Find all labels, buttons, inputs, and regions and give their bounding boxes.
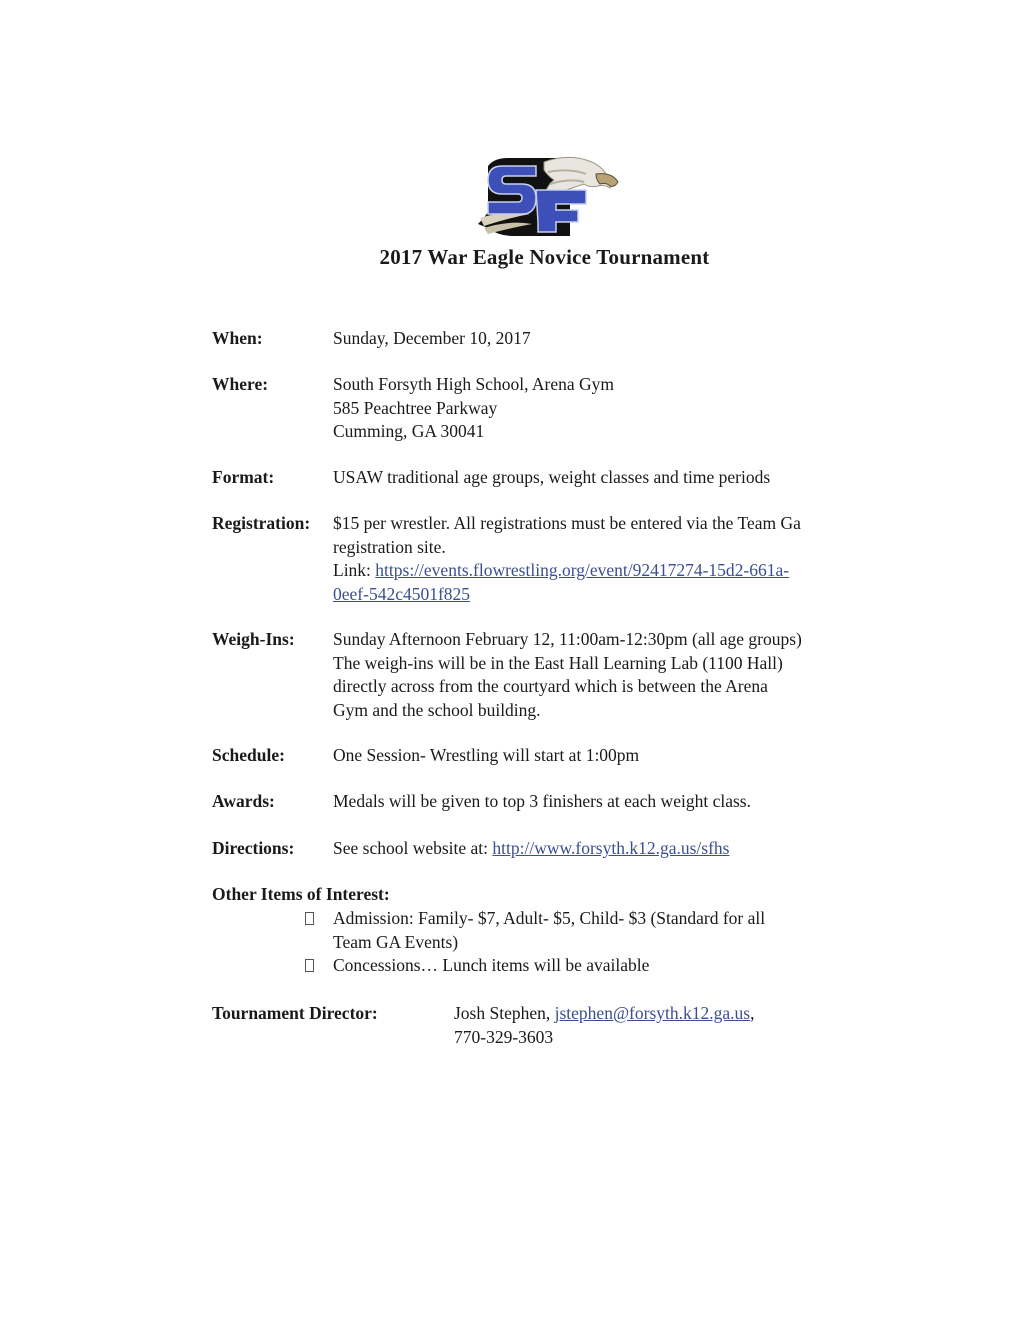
list-item-text: Team GA Events) [333, 931, 459, 952]
other-items-heading: Other Items of Interest: [212, 884, 390, 904]
list-item [304, 907, 765, 954]
directions-value [333, 837, 893, 861]
format-label: Format: [212, 467, 275, 487]
registration-link-continued[interactable]: 0eef-542c4501f825 [333, 583, 471, 604]
bullet-box-icon [305, 959, 314, 972]
page-title: 2017 War Eagle Novice Tournament [379, 245, 710, 269]
weigh-ins-line: Sunday Afternoon February 12, 11:00am-12:30pm (all age groups) [333, 629, 802, 649]
list-item-text: Admission: Family- $7, Adult- $5, Child- $3 (Standard for all [333, 908, 766, 928]
where-value [333, 373, 893, 444]
list-item-text: Concessions… Lunch items will be available [333, 955, 650, 975]
when-label: When: [212, 328, 263, 348]
where-label: Where: [212, 374, 269, 394]
where-line: Cumming, GA 30041 [333, 421, 485, 441]
registration-line: $15 per wrestler. All registrations must be entered via the Team Ga [333, 513, 801, 533]
director-name: Josh Stephen, [454, 1003, 555, 1023]
directions-label: Directions: [212, 838, 295, 858]
where-line: 585 Peachtree Parkway [333, 397, 498, 418]
format-value: USAW traditional age groups, weight classes and time periods [333, 467, 771, 487]
director-value [454, 1002, 754, 1049]
where-line: South Forsyth High School, Arena Gym [333, 374, 614, 394]
weigh-ins-value [333, 628, 893, 722]
awards-value: Medals will be given to top 3 finishers at each weight class. [333, 791, 751, 811]
other-items-list [304, 907, 765, 978]
when-value: Sunday, December 10, 2017 [333, 328, 531, 348]
schedule-label: Schedule: [212, 745, 285, 765]
directions-link[interactable]: http://www.forsyth.k12.ga.us/sfhs [492, 838, 730, 858]
director-label: Tournament Director: [212, 1003, 378, 1023]
registration-label: Registration: [212, 513, 311, 533]
eagle-mascot-icon [478, 157, 618, 236]
registration-value [333, 512, 893, 606]
director-phone: 770-329-3603 [454, 1026, 554, 1047]
link-prefix: Link: [333, 560, 376, 580]
directions-prefix: See school website at: [333, 838, 493, 858]
director-email-link[interactable]: jstephen@forsyth.k12.ga.us [554, 1003, 751, 1023]
weigh-ins-line: Gym and the school building. [333, 699, 541, 720]
registration-link[interactable]: https://events.flowrestling.org/event/92417274-15d2-661a- [375, 560, 790, 580]
registration-line: registration site. [333, 536, 446, 557]
bullet-box-icon [305, 912, 314, 925]
registration-link-line [333, 559, 893, 583]
email-suffix: , [750, 1003, 755, 1023]
weigh-ins-label: Weigh-Ins: [212, 629, 295, 649]
sf-eagle-logo [474, 152, 620, 242]
awards-label: Awards: [212, 791, 275, 811]
weigh-ins-line: The weigh-ins will be in the East Hall Learning Lab (1100 Hall) [333, 652, 783, 673]
schedule-value: One Session- Wrestling will start at 1:00pm [333, 745, 640, 765]
weigh-ins-line: directly across from the courtyard which is between the Arena [333, 676, 768, 696]
list-item [304, 954, 765, 978]
